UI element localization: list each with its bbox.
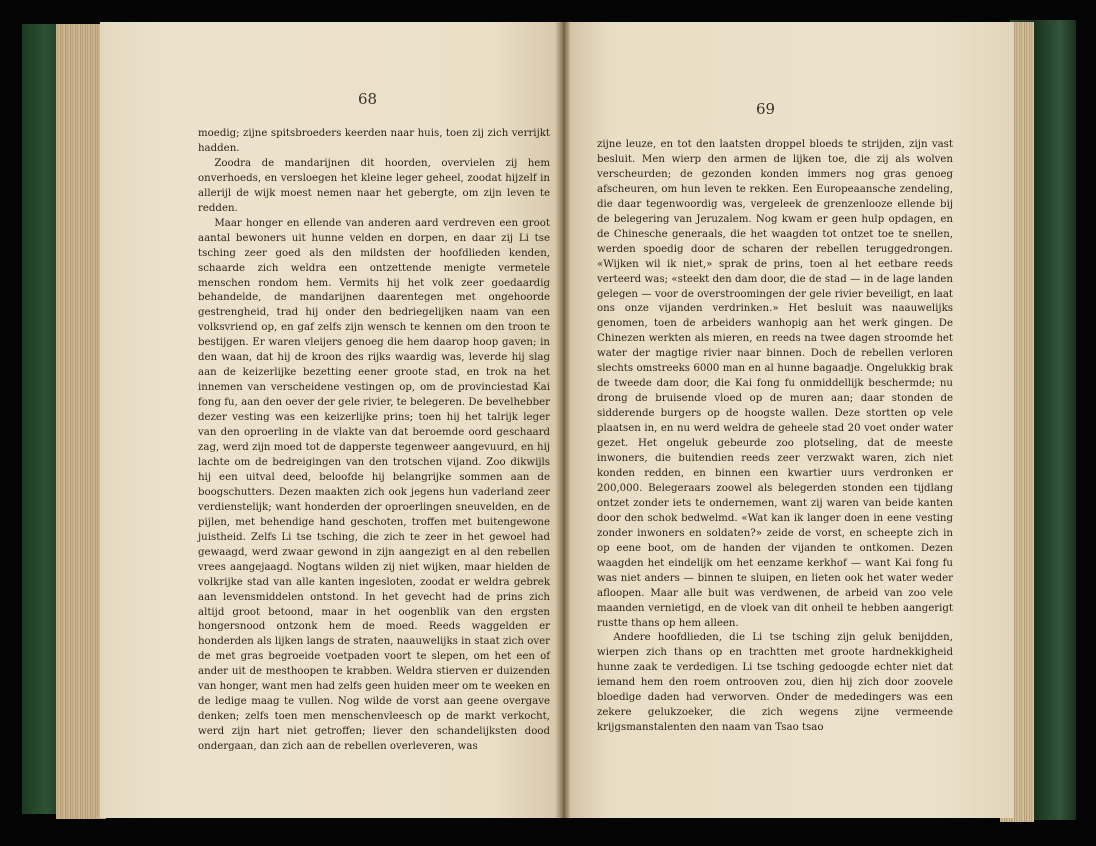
right-page-number: 69: [756, 100, 776, 118]
paragraph: zijne leuze, en tot den laatsten droppel bloeds te strijden, zijn vast besluit. Men wierp den armen de lijken toe, die zij als wolven verscheurden; de gezonden konden immers nog gras genoeg afscheuren, om hun leven te rekken. Een Europeaansche zendeling, die daar tegenwoordig was, vergeleek de grenzenlooze ellende bij de belegering van Jeruzalem. Nog kwam er geen hulp opdagen, en de Chinesche generaals, die het waagden tot ontzet toe te snellen, werden spoedig door de scharen der rebellen teruggedrongen. «Wijken wil ik niet,» sprak de prins, toen al het eetbare reeds verteerd was; «steekt den dam door, die de stad — in de lage landen gelegen — voor de overstroomingen der gele rivier beveiligt, en laat ons onze vijanden verdrinken.» Het besluit was naauwelijks genomen, toen de arbeiders wanhopig aan het werk gingen. De Chinezen werkten als mieren, en reeds na twee dagen stroomde het water der magtige rivier naar binnen. Doch de rebellen verloren slechts omstreeks 6000 man en al hunne bagaadje. Ongelukkig brak de tweede dam door, die Kai fong fu onmiddellijk beschermde; nu drong de bruisende vloed op de muren aan; daar stonden de sidderende burgers op de hoogste wallen. Deze stortten op vele plaatsen in, en nu werd weldra de geheele stad 20 voet onder water gezet. Het ongeluk gebeurde zoo plotseling, dat de meeste inwoners, die buitendien reeds zeer verzwakt waren, zich niet konden redden, en binnen een kwartier uurs verdronken er 200,000. Belegeraars zoowel als belegerden stonden een tijdlang ontzet zonder iets te ondernemen, want zij waren van beide kanten door den schok bedwelmd. «Wat kan ik langer doen in eene vesting zonder inwoners en soldaten?» zeide de vorst, en scheepte zich in op eene boot, om de handen der vijanden te ontkomen. Dezen waagden het eindelijk om het eenzame kerkhof — want Kai fong fu was niet anders — binnen te sluipen, en lieten ook het water weder afloopen. Maar alle buit was verdwenen, de arbeid van zoo vele maanden vernietigd, en de vloek van dit onheil te hebben aangerigt rustte thans op hem alleen.: [597, 139, 953, 629]
left-page-text: [198, 127, 550, 755]
left-page-number: 68: [358, 90, 378, 108]
paragraph: moedig; zijne spitsbroeders keerden naar huis, toen zij zich verrijkt hadden.: [198, 128, 550, 154]
paragraph: Maar honger en ellende van anderen aard verdreven een groot aantal bewoners uit hunne velden en dorpen, en daar zij Li tse tsching zeer goed als den mildsten der hoofdlieden kenden, schaarde zich weldra een ontzettende menigte vermetele menschen rondom hem. Vermits hij het volk zeer goedaardig behandelde, de mandarijnen daarentegen met ongehoorde gestrengheid, trad hij onder den bedriegelijken naam van een volksvriend op, en gaf zelfs zijn wensch te kennen om den troon te bestijgen. Er waren vleijers genoeg die hem daarop hoop gaven; in den waan, dat hij de kroon des rijks waardig was, leverde hij slag aan de keizerlijke bezetting eener groote stad, en trok na het innemen van verscheidene vestingen op, om de provinciestad Kai fong fu, aan den oever der gele rivier, te belegeren. De bevelhebber dezer vesting was een keizerlijke prins; toen hij het talrijk leger van den oproerling in de vlakte van dat beroemde oord geschaard zag, werd zijn moed tot de dapperste tegenweer aangevuurd, en hij lachte om de bedreigingen van den trotschen vijand. Zoo dikwijls hij een uitval deed, beloofde hij belangrijke sommen aan de boogschutters. Dezen maakten zich ook jegens hun vaderland zeer verdienstelijk; want honderden der oproerlingen sneuvelden, en de pijlen, met behendige hand geschoten, troffen met buitengewone juistheid. Zelfs Li tse tsching, die zich te zeer in het gewoel had gewaagd, werd zwaar gewond in zijn aangezigt en al den rebellen vrees aangejaagd. Nogtans wilden zij niet wijken, maar hielden de volkrijke stad van alle kanten ingesloten, zoodat er weldra gebrek aan levensmiddelen ontstond. In het gevecht had de prins zich altijd groot betoond, maar in het oogenblik van den ergsten hongersnood ontzonk hem de moed. Reeds waggelden er honderden als lijken langs de straten, naauwelijks in staat zich over de met gras begroeide voetpaden voort te slepen, om het een of ander uit de mesthoopen te krabben. Weldra stierven er duizenden van honger, want men had zelfs geen huiden meer om te weeken en de ledige maag te vullen. Nog wilde de vorst aan geene overgave denken; zelfs toen men menschenvleesch op de markt verkocht, werd zijn hart niet getroffen; liever den schandelijksten dood ondergaan, dan zich aan de rebellen overleveren, was: [198, 217, 550, 753]
paragraph: Zoodra de mandarijnen dit hoorden, overvielen zij hem onverhoeds, en versloegen het kleine leger geheel, zoodat hijzelf in allerijl de wijk moest nemen naar het gebergte, om zijn leven te redden.: [198, 157, 550, 214]
page-edges-left: [56, 24, 106, 819]
right-page-text: [597, 138, 953, 736]
book-gutter: [556, 22, 570, 818]
paragraph: Andere hoofdlieden, die Li tse tsching zijn geluk benijdden, wierpen zich thans op en trachtten met groote hardnekkigheid hunne zaak te verdedigen. Li tse tsching gedoogde echter niet dat iemand hem den roem ontrooven zou, dien hij zich door zoovele bloedige daden had verworven. Onder de mededingers was een zekere gelukzoeker, die zich wegens zijne vermeende krijgsmanstalenten den naam van Tsao tsao: [597, 632, 953, 734]
